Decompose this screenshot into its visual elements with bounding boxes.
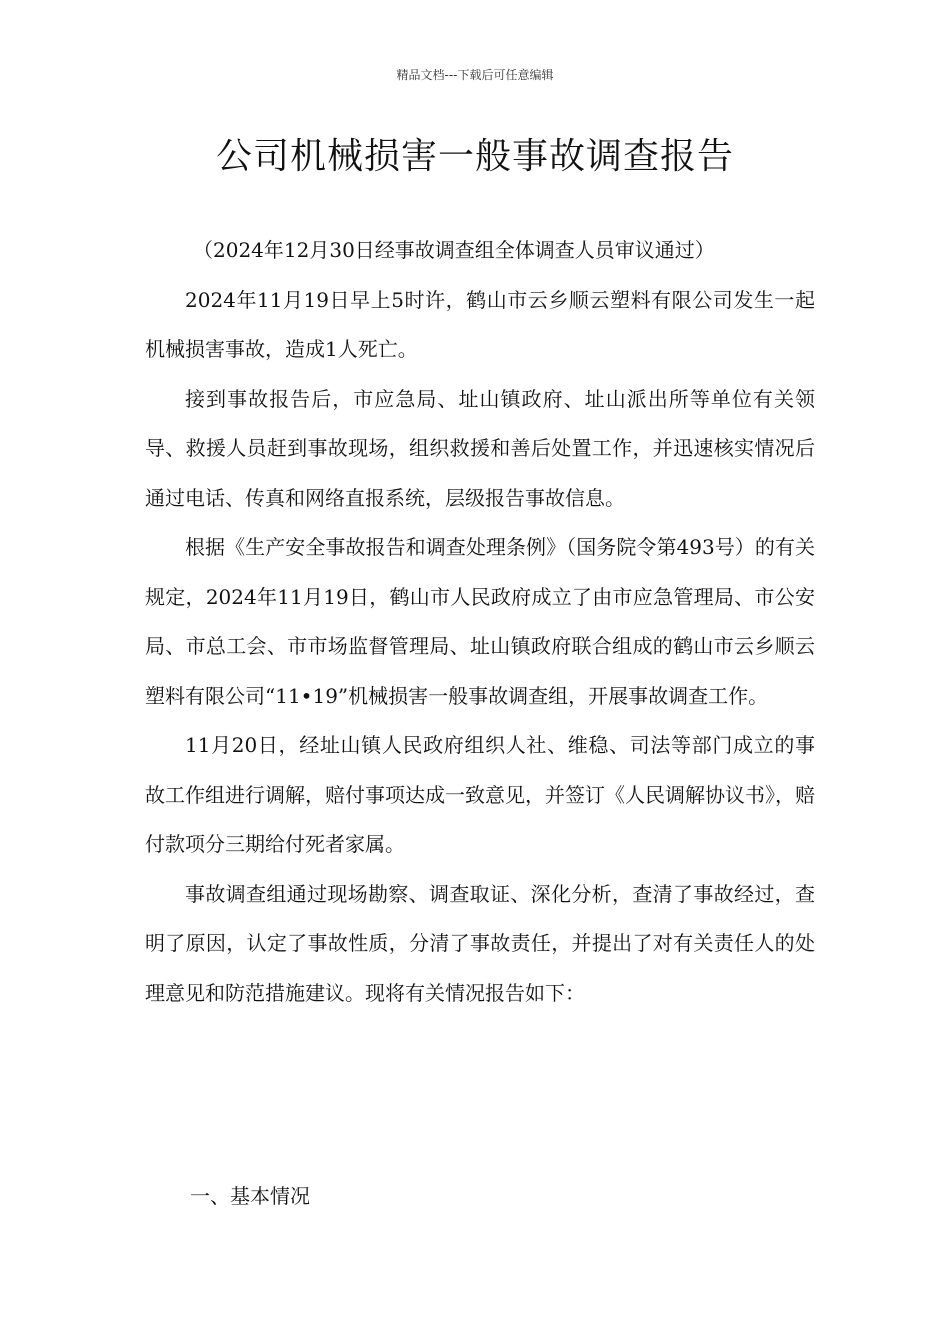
header-note: 精品文档---下载后可任意编辑 xyxy=(396,68,554,82)
paragraph-investigation-team: 根据《生产安全事故报告和调查处理条例》（国务院令第493号）的有关规定，2024年11月19日，鹤山市人民政府成立了由市应急管理局、市公安局、市总工会、市市场监督管理局、址山镇政府联合组成的鹤山市云乡顺云塑料有限公司“11•19”机械损害一般事故调查组，开展事故调查工作。 xyxy=(145,535,815,708)
paragraph-incident-summary: 2024年11月19日早上5时许，鹤山市云乡顺云塑料有限公司发生一起机械损害事故，造成1人死亡。 xyxy=(145,287,815,361)
paragraph-findings: 事故调查组通过现场勘察、调查取证、深化分析，查清了事故经过，查明了原因，认定了事故性质，分清了事故责任，并提出了对有关责任人的处理意见和防范措施建议。现将有关情况报告如下： xyxy=(145,881,815,1005)
paragraph-mediation: 11月20日，经址山镇人民政府组织人社、维稳、司法等部门成立的事故工作组进行调解，赔付事项达成一致意见，并签订《人民调解协议书》，赔付款项分三期给付死者家属。 xyxy=(145,733,815,856)
section-heading: 一、基本情况 xyxy=(190,1184,310,1208)
document-title: 公司机械损害一般事故调查报告 xyxy=(215,136,734,177)
paragraph-response: 接到事故报告后，市应急局、址山镇政府、址山派出所等单位有关领导、救援人员赶到事故现场，组织救援和善后处置工作，并迅速核实情况后通过电话、传真和网络直报系统，层级报告事故信息。 xyxy=(145,386,815,510)
document-body xyxy=(145,226,815,1018)
approval-note: （2024年12月30日经事故调查组全体调查人员审议通过） xyxy=(193,238,715,262)
